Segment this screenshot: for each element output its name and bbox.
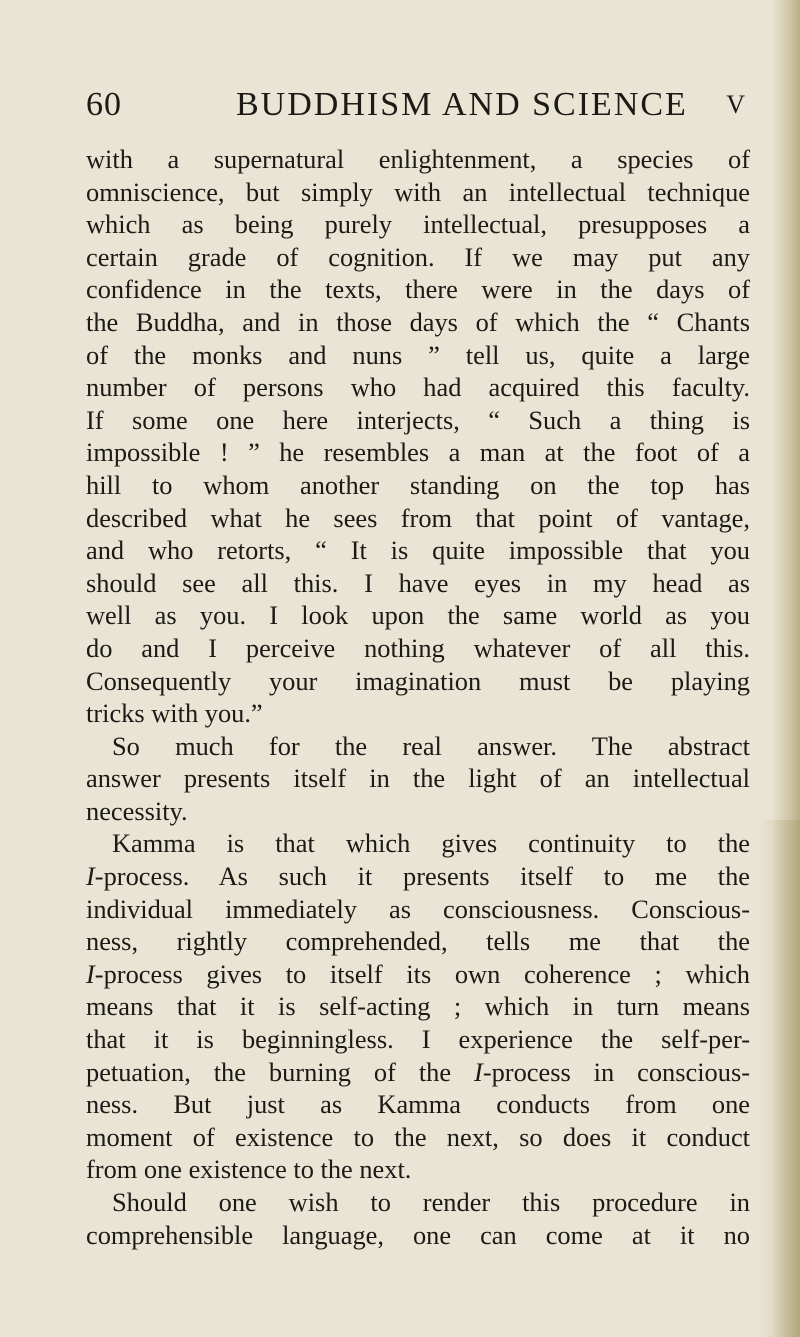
body-text (86, 143, 750, 1251)
text-line: Consequently your imagination must be playing (86, 665, 750, 696)
running-title: BUDDHISM AND SCIENCE (236, 86, 688, 123)
text-line: moment of existence to the next, so does it conduct (86, 1121, 750, 1152)
text-line: well as you. I look upon the same world as you (86, 600, 750, 631)
text-line: I-process. As such it presents itself to me the (86, 861, 750, 892)
text-line: means that it is self-acting ; which in turn means (86, 991, 750, 1022)
page-edge-shadow (760, 820, 800, 1337)
text-line: from one existence to the next. (86, 1154, 412, 1185)
text-line: do and I perceive nothing whatever of all this. (86, 632, 750, 663)
text-line: and who retorts, “ It is quite impossible that you (86, 535, 750, 566)
text-line: If some one here interjects, “ Such a thing is (86, 404, 750, 435)
text-line: hill to whom another standing on the top has (86, 469, 750, 500)
text-line: the Buddha, and in those days of which the “ Chants (86, 306, 750, 337)
text-line: Should one wish to render this procedure in (112, 1187, 750, 1217)
italic-i: I (474, 1056, 483, 1087)
section-mark: V (726, 90, 746, 119)
text-line: described what he sees from that point of vantage, (86, 502, 750, 533)
text-line: which as being purely intellectual, presupposes a (86, 209, 750, 240)
text-line: Kamma is that which gives continuity to the (112, 828, 750, 859)
italic-i: I (86, 861, 95, 892)
text-line: confidence in the texts, there were in the days of (86, 274, 750, 305)
text-line: tricks with you.” (86, 698, 263, 729)
text-line: necessity. (86, 795, 188, 826)
text-line: petuation, the burning of the I-process in conscious- (86, 1056, 751, 1087)
text-line: comprehensible language, one can come at it no (86, 1219, 750, 1250)
text-line: individual immediately as consciousness. Conscious- (86, 893, 750, 924)
text-line: So much for the real answer. The abstract (112, 730, 750, 761)
text-line: should see all this. I have eyes in my head as (86, 567, 750, 598)
italic-i: I (86, 958, 95, 989)
text-line: I-process gives to itself its own coherence ; which (86, 958, 750, 989)
text-line: ness. But just as Kamma conducts from one (86, 1089, 750, 1120)
page-number: 60 (86, 86, 122, 123)
text-line: certain grade of cognition. If we may put any (86, 241, 750, 272)
running-header (86, 86, 746, 126)
text-line: answer presents itself in the light of an intellectual (86, 763, 750, 794)
text-line: impossible ! ” he resembles a man at the foot of a (86, 437, 750, 468)
text-line: of the monks and nuns ” tell us, quite a large (86, 339, 750, 370)
text-line: number of persons who had acquired this faculty. (86, 372, 750, 403)
text-line: that it is beginningless. I experience the self-per- (86, 1024, 750, 1055)
text-line: omniscience, but simply with an intellectual technique (86, 176, 750, 207)
text-line: with a supernatural enlightenment, a species of (86, 144, 750, 174)
text-line: ness, rightly comprehended, tells me that the (86, 926, 750, 957)
